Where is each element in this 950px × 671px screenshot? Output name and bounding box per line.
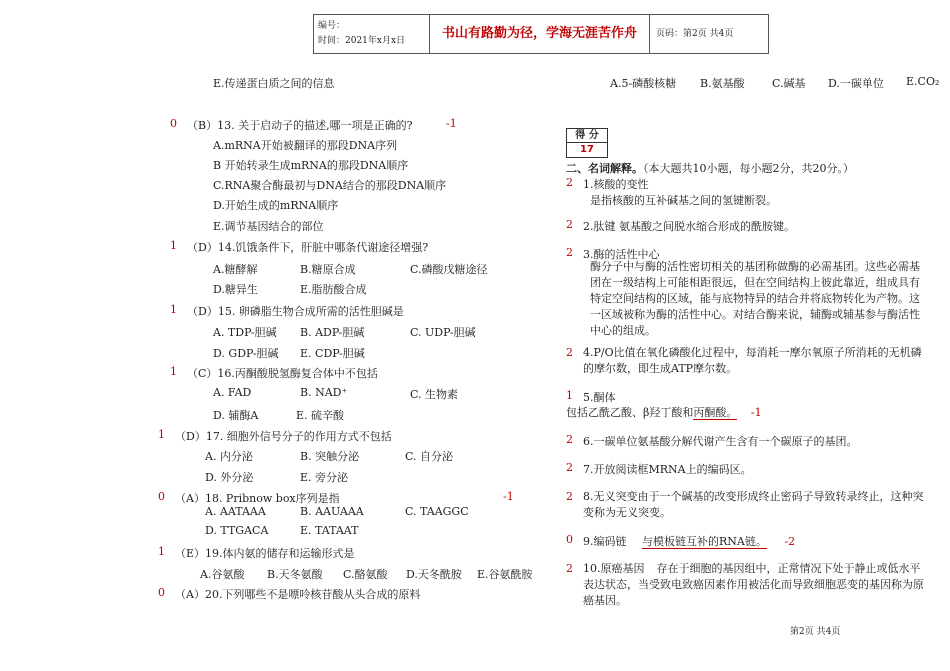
q12-option-e: E.传递蛋白质之间的信息	[213, 77, 335, 90]
header-table	[313, 14, 769, 54]
term-score: 1	[566, 389, 573, 402]
q20-option: C.碱基	[772, 77, 806, 90]
q20-option: B.氨基酸	[700, 77, 745, 90]
score-value: 17	[580, 144, 594, 155]
term-body: 存在于细胞的基因组中，正常情况下处于静止或低水平表达状态，当受致电致癌因素作用被活化而导致细胞恶变的基因称为原癌基因。	[583, 562, 924, 607]
term-title: 6.一碳单位	[583, 435, 638, 448]
q19-option: B.天冬氨酸	[267, 568, 323, 581]
q18-score: 0	[158, 490, 165, 503]
q13-option: D.开始生成的mRNA顺序	[213, 199, 339, 212]
term-line	[583, 345, 925, 377]
term-score: 0	[566, 533, 573, 546]
q17-option: C. 自分泌	[405, 450, 454, 463]
term-score: 2	[566, 562, 573, 575]
score-label: 得 分	[567, 129, 607, 143]
q18-option: E. TATAAT	[300, 524, 359, 537]
q13-option: B 开始转录生成mRNA的那段DNA顺序	[213, 159, 409, 172]
q14-score: 1	[170, 239, 177, 252]
term-score: 2	[566, 246, 573, 259]
section-heading	[566, 160, 854, 176]
term-line	[583, 433, 858, 449]
q13-score: 0	[170, 117, 177, 130]
q20-score: 0	[158, 586, 165, 599]
term-body	[566, 404, 762, 420]
q16-option: A. FAD	[213, 386, 252, 399]
term-body: 在氧化磷酸化过程中，每消耗一摩尔氧原子所消耗的无机磷的摩尔数，即生成ATP摩尔数。	[583, 346, 922, 375]
term-line	[583, 489, 925, 521]
term-score: 2	[566, 433, 573, 446]
q16-text: （C）16.丙酮酸脱氢酶复合体中不包括	[187, 367, 378, 380]
term-deduct: -1	[750, 406, 762, 419]
q15-text: （D）15. 卵磷脂生物合成所需的活性胆碱是	[187, 305, 404, 318]
q14-option: B.糖原合成	[300, 263, 356, 276]
term-body-marked: 与模板链互补的RNA链。	[642, 535, 767, 548]
term-line	[583, 461, 752, 477]
q17-option: B. 突触分泌	[300, 450, 360, 463]
term-body-marked: 丙酮酸。	[693, 406, 738, 419]
q13-option: C.RNA聚合酶最初与DNA结合的那段DNA顺序	[213, 179, 447, 192]
header-meta-cell	[314, 15, 430, 53]
term-body-prefix: 包括乙酰乙酸、β羟丁酸和	[566, 406, 694, 419]
q16-option: C. 生物素	[410, 388, 459, 401]
term-line	[583, 533, 795, 549]
q19-text: （E）19.体内氨的储存和运输形式是	[175, 547, 355, 560]
term-title: 8.无义突变	[583, 490, 638, 503]
q14-option: A.糖酵解	[213, 263, 258, 276]
q16-option: B. NAD⁺	[300, 386, 348, 399]
term-line	[583, 561, 925, 609]
q15-option: D. GDP-胆碱	[213, 347, 279, 360]
q14-option: E.脂肪酸合成	[300, 283, 367, 296]
q13-deduct: -1	[446, 117, 457, 130]
q14-option: C.磷酸戊糖途径	[410, 263, 488, 276]
term-title: 1.核酸的变性	[583, 178, 649, 191]
q15-score: 1	[170, 303, 177, 316]
q15-option: A. TDP-胆碱	[213, 326, 277, 339]
q17-option: E. 旁分泌	[300, 471, 349, 484]
q14-text: （D）14.饥饿条件下，肝脏中哪条代谢途径增强?	[187, 241, 429, 254]
q18-option: D. TTGACA	[205, 524, 269, 537]
q16-option: D. 辅酶A	[213, 409, 259, 422]
q17-text: （D）17. 细胞外信号分子的作用方式不包括	[175, 430, 392, 443]
q14-option: D.糖异生	[213, 283, 258, 296]
term-title: 9.编码链	[583, 535, 627, 548]
q20-text: （A）20.下列哪些不是嘌呤核苷酸从头合成的原料	[175, 588, 421, 601]
term-title: 10.原癌基因	[583, 562, 645, 575]
q18-option: B. AAUAAA	[300, 505, 364, 518]
term-body: 氨基酸分解代谢产生含有一个碳原子的基团。	[637, 435, 858, 448]
q16-option: E. 硫辛酸	[296, 409, 345, 422]
q18-deduct: -1	[503, 490, 514, 503]
section-note: （本大题共10小题，每小题2分，共20分。）	[643, 162, 854, 175]
term-score: 2	[566, 218, 573, 231]
page-footer: 第2页 共4页	[790, 627, 841, 637]
time-label: 时间：2021年x月x日	[318, 36, 406, 46]
term-line	[583, 218, 795, 234]
term-body: 是指核酸的互补碱基之间的氢键断裂。	[590, 194, 777, 207]
q13-option: E.调节基因结合的部位	[213, 220, 324, 233]
q15-option: C. UDP-胆碱	[410, 326, 476, 339]
q19-option: A.谷氨酸	[200, 568, 245, 581]
term-body: MRNA上的编码区。	[648, 463, 752, 476]
q20-option: D.一碳单位	[828, 77, 884, 90]
q20-option: E.CO₂	[906, 75, 940, 88]
q19-option: D.天冬酰胺	[406, 568, 462, 581]
q13-option: A.mRNA开始被翻译的那段DNA序列	[213, 139, 398, 152]
q15-option: B. ADP-胆碱	[300, 326, 365, 339]
q17-score: 1	[158, 428, 165, 441]
score-box	[566, 128, 608, 158]
term-title: 2.肽键	[583, 220, 616, 233]
q18-text: （A）18. Pribnow box序列是指	[175, 492, 340, 505]
term-score: 2	[566, 461, 573, 474]
term-title: 4.P/O比值	[583, 346, 636, 359]
term-body: 氨基酸之间脱水缩合形成的酰胺键。	[619, 220, 795, 233]
term-body: 酶分子中与酶的活性密切相关的基团称做酶的必需基团。这些必需基团在一级结构上可能相距很远，但在空间结构上彼此靠近，组成具有特定空间结构的区域，能与底物特异的结合并将底物转化为产物。这一区域被称为酶的活性中心。对结合酶来说，辅酶或辅基参与酶活性中心的组成。	[590, 260, 920, 337]
term-body: 由于一个碱基的改变形成终止密码子导致转录终止，这种突变称为无义突变。	[583, 490, 924, 519]
q19-option: E.谷氨酰胺	[477, 568, 533, 581]
q16-score: 1	[170, 365, 177, 378]
q15-option: E. CDP-胆碱	[300, 347, 365, 360]
q17-option: D. 外分泌	[205, 471, 254, 484]
term-title: 7.开放阅读框	[583, 463, 649, 476]
motto: 书山有路勤为径，学海无涯苦作舟	[430, 15, 650, 53]
q18-option: C. TAAGGC	[405, 505, 469, 518]
q19-option: C.酪氨酸	[343, 568, 388, 581]
term-title: 3.酶的活性中心	[583, 248, 660, 261]
term-deduct: -2	[784, 535, 796, 548]
q19-score: 1	[158, 545, 165, 558]
q18-option: A. AATAAA	[205, 505, 266, 518]
term-score: 2	[566, 346, 573, 359]
number-label: 编号：	[318, 21, 346, 31]
term-score: 2	[566, 490, 573, 503]
term-title: 5.酮体	[583, 391, 616, 404]
section-title: 二、名词解释。	[566, 162, 643, 175]
term-score: 2	[566, 176, 573, 189]
q20-option: A.5-磷酸核糖	[610, 77, 677, 90]
page-label: 页码：第2页 共4页	[656, 29, 734, 39]
q17-option: A. 内分泌	[205, 450, 253, 463]
q13-text: （B）13. 关于启动子的描述,哪一项是正确的?	[187, 119, 413, 132]
